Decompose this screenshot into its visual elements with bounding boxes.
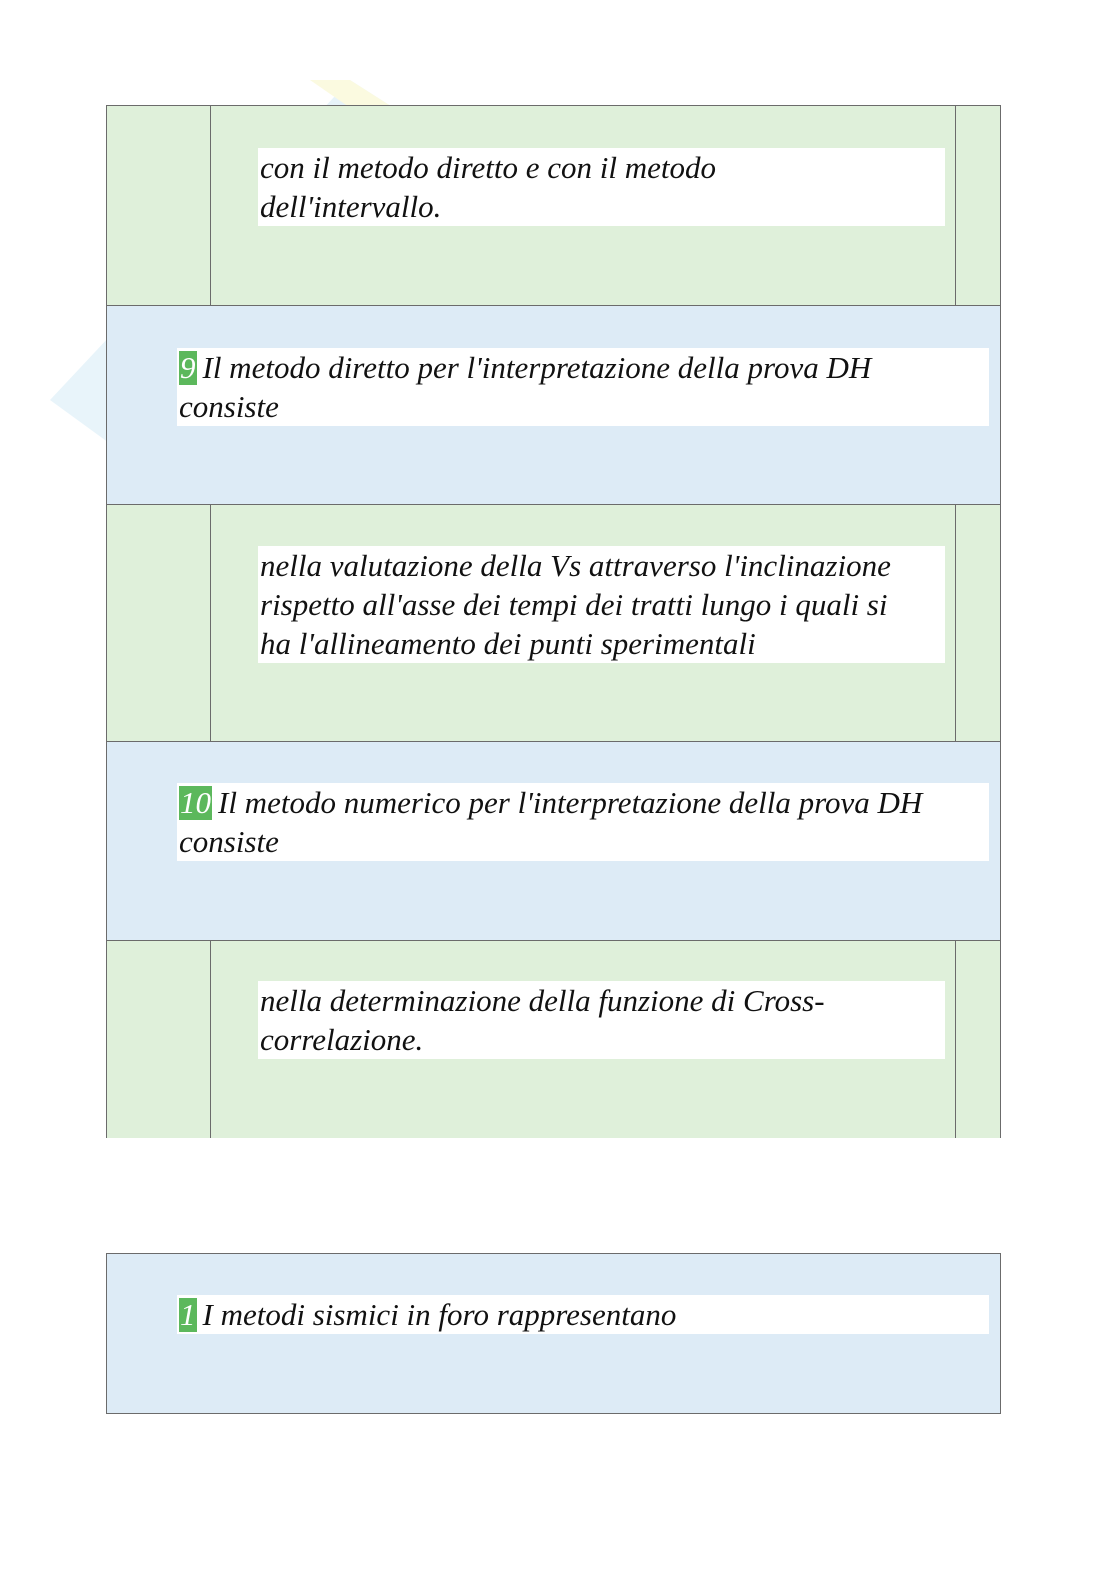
- text-line: rispetto all'asse dei tempi dei tratti lungo i quali si: [260, 587, 888, 622]
- text-line: I metodi sismici in foro rappresentano: [202, 1297, 677, 1332]
- text-line: con il metodo diretto e con il metodo: [260, 150, 717, 185]
- text-line: ha l'allineamento dei punti sperimentali: [260, 626, 756, 661]
- question-text: [177, 783, 989, 861]
- question-text: [177, 1295, 989, 1334]
- text-line: nella valutazione della Vs attraverso l'inclinazione: [260, 548, 891, 583]
- text-line: Il metodo numerico per l'interpretazione della prova DH: [218, 785, 923, 820]
- text-line: nella determinazione della funzione di Cross-: [260, 983, 825, 1018]
- text-line: consiste: [179, 389, 279, 424]
- quiz-table: [106, 1253, 1001, 1414]
- text-line: correlazione.: [260, 1022, 424, 1057]
- column-divider: [955, 106, 956, 305]
- column-divider: [955, 941, 956, 1138]
- column-divider: [210, 505, 211, 742]
- question-row: [107, 741, 1000, 941]
- answer-text: [258, 981, 945, 1059]
- answer-text: [258, 148, 945, 226]
- column-divider: [210, 106, 211, 305]
- question-number-badge: 9: [180, 350, 196, 385]
- answer-row: [107, 504, 1000, 742]
- question-row: [107, 305, 1000, 505]
- text-line: Il metodo diretto per l'interpretazione della prova DH: [202, 350, 872, 385]
- question-number-badge: 1: [180, 1297, 196, 1332]
- answer-text: [258, 546, 945, 663]
- column-divider: [210, 941, 211, 1138]
- question-number-badge: 10: [180, 785, 211, 820]
- question-row: [107, 1254, 1000, 1413]
- text-line: consiste: [179, 824, 279, 859]
- text-line: dell'intervallo.: [260, 189, 442, 224]
- column-divider: [955, 505, 956, 742]
- answer-row: [107, 940, 1000, 1138]
- question-text: [177, 348, 989, 426]
- quiz-table: [106, 105, 1001, 1138]
- answer-row: [107, 106, 1000, 305]
